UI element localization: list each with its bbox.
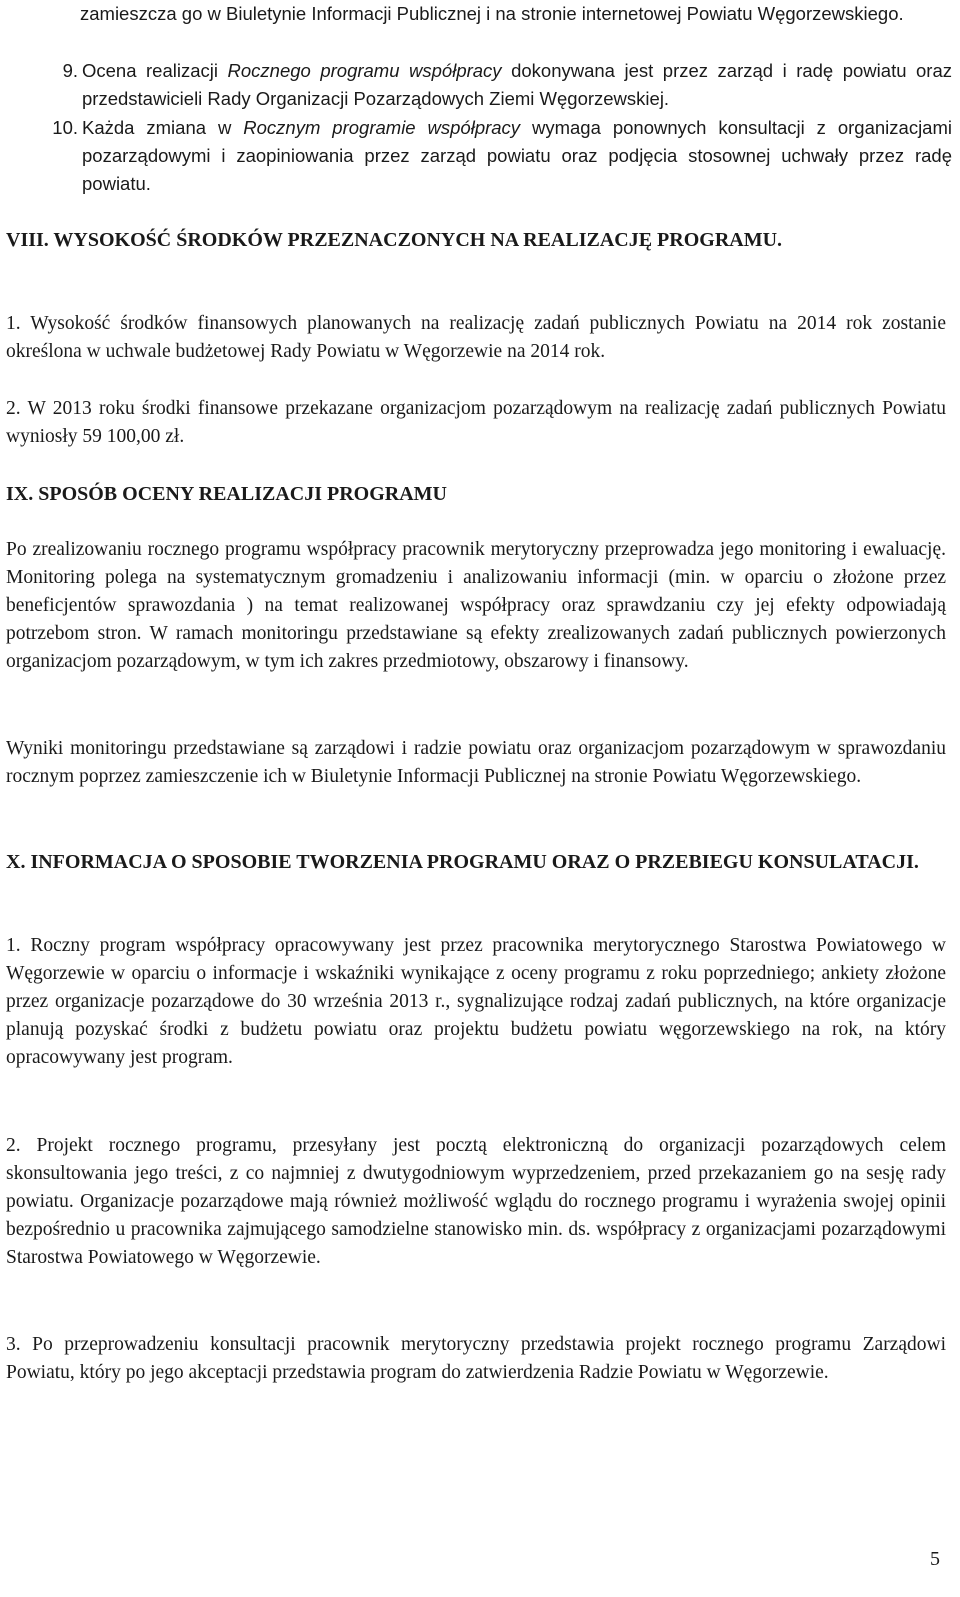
section-10-heading: X. INFORMACJA O SPOSOBIE TWORZENIA PROGRAMU ORAZ O PRZEBIEGU KONSULATACJI.	[6, 851, 919, 873]
page-number: 5	[930, 1548, 940, 1570]
section-10-paragraph-1: 1. Roczny program współpracy opracowywany jest przez pracownika merytorycznego Starostwa Powiatowego w Węgorzewie w oparciu o informacje i wskaźniki wynikające z oceny programu z roku poprzedniego; ankiety złożone przez organizacje pozarządowe do 30 września 2013 r., sygnalizujące rodzaj zadań publicznych, na które organizacje planują pozyskać środki z budżetu powiatu oraz projektu budżetu powiatu węgorzewskiego na rok, na który opracowywany jest program.	[6, 935, 946, 1068]
section-9-paragraph-1: Po zrealizowaniu rocznego programu współpracy pracownik merytoryczny przeprowadza jego monitoring i ewaluację. Monitoring polega na systematycznym gromadzeniu i analizowaniu informacji (min. w oparciu o złożone przez beneficjentów sprawozdania ) na temat realizowanej współpracy oraz sprawdzaniu czy jej efekty odpowiadają potrzebom stron. W ramach monitoringu przedstawiane są efekty zrealizowanych zadań publicznych powierzonych organizacjom pozarządowym, w tym ich zakres przedmiotowy, obszarowy i finansowy.	[6, 539, 946, 672]
section-9-heading: IX. SPOSÓB OCENY REALIZACJI PROGRAMU	[6, 483, 447, 505]
section-10-paragraph-2: 2. Projekt rocznego programu, przesyłany jest pocztą elektroniczną do organizacji pozarządowych celem skonsultowania jego treści, z co najmniej z dwutygodniowym wyprzedzeniem, przed przekazaniem go na sesję rady powiatu. Organizacje pozarządowe mają również możliwość wglądu do rocznego programu i wyrażenia swojej opinii bezpośrednio u pracownika zajmującego samodzielne stanowisko min. ds. współpracy z organizacjami pozarządowymi Starostwa Powiatowego w Węgorzewie.	[6, 1135, 946, 1268]
item-text: Każda zmiana w Rocznym programie współpracy wymaga ponownych konsultacji z organizacjami pozarządowymi i zaopiniowania przez zarząd powiatu oraz podjęcia stosownej uchwały przez radę powiatu.	[82, 117, 952, 194]
list-item-9	[40, 57, 952, 113]
continuation-paragraph: zamieszcza go w Biuletynie Informacji Publicznej i na stronie internetowej Powiatu Węgorzewskiego.	[80, 3, 904, 24]
section-9-paragraph-2: Wyniki monitoringu przedstawiane są zarządowi i radzie powiatu oraz organizacjom pozarządowym w sprawozdaniu rocznym poprzez zamieszczenie ich w Biuletynie Informacji Publicznej na stronie Powiatu Węgorzewskiego.	[6, 738, 946, 787]
item-text: Ocena realizacji Rocznego programu współpracy dokonywana jest przez zarząd i radę powiatu oraz przedstawicieli Rady Organizacji Pozarządowych Ziemi Węgorzewskiej.	[82, 60, 952, 109]
section-8-paragraph-2: 2. W 2013 roku środki finansowe przekazane organizacjom pozarządowym na realizację zadań publicznych Powiatu wyniosły 59 100,00 zł.	[6, 398, 946, 447]
item-number: 10.	[52, 117, 78, 138]
section-8-paragraph-1: 1. Wysokość środków finansowych planowanych na realizację zadań publicznych Powiatu na 2014 rok zostanie określona w uchwale budżetowej Rady Powiatu w Węgorzewie na 2014 rok.	[6, 313, 946, 362]
section-8-heading: VIII. WYSOKOŚĆ ŚRODKÓW PRZEZNACZONYCH NA REALIZACJĘ PROGRAMU.	[6, 229, 783, 251]
section-10-paragraph-3: 3. Po przeprowadzeniu konsultacji pracownik merytoryczny przedstawia projekt rocznego programu Zarządowi Powiatu, który po jego akceptacji przedstawia program do zatwierdzenia Radzie Powiatu w Węgorzewie.	[6, 1334, 946, 1383]
list-item-10	[40, 114, 952, 198]
item-number: 9.	[62, 60, 78, 81]
